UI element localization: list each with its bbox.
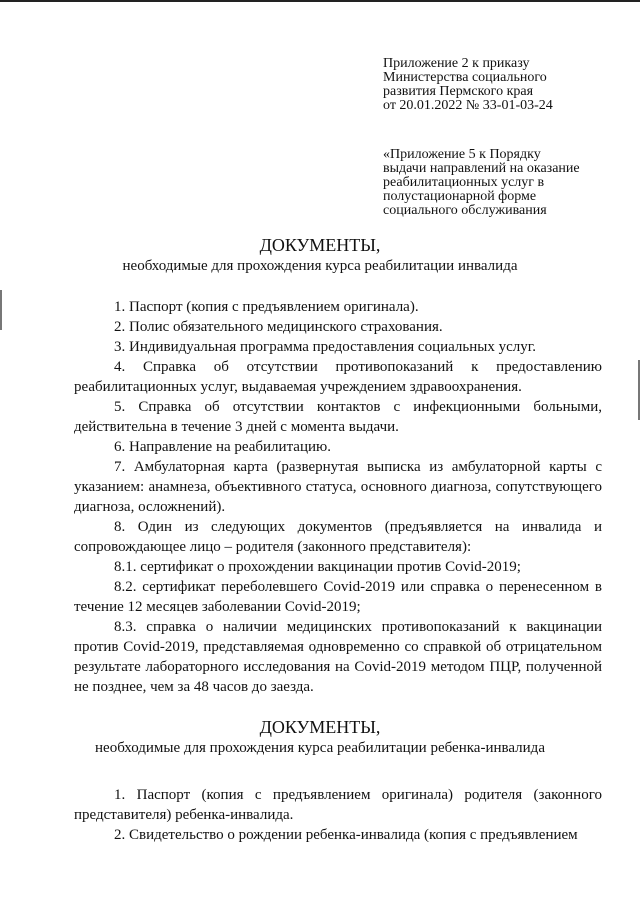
appendix-header: [383, 57, 623, 218]
list-item: 1. Паспорт (копия с предъявлением оригинала) родителя (законного представителя) ребенка-инвалида.: [74, 787, 602, 823]
appendix-line: от 20.01.2022 № 33-01-03-24: [383, 98, 553, 113]
list-item: 3. Индивидуальная программа предоставления социальных услуг.: [114, 339, 536, 355]
list-item: 8.2. сертификат переболевшего Covid-2019 или справка о перенесенном в течение 12 месяцев заболевании Covid-2019;: [74, 579, 602, 615]
appendix-quote-line: реабилитационных услуг в: [383, 175, 545, 190]
appendix-quote-line: «Приложение 5 к Порядку: [383, 147, 541, 162]
scan-edge-left: [0, 290, 2, 330]
list-item: 2. Полис обязательного медицинского страхования.: [114, 319, 443, 335]
list-item: 7. Амбулаторная карта (развернутая выписка из амбулаторной карты с указанием: анамнеза, объективного статуса, основного диагноза, сопутствующего диагноза, осложнений).: [74, 459, 602, 515]
section1-list: [74, 297, 602, 697]
appendix-quote-line: полустационарной форме: [383, 189, 537, 204]
section2-title: ДОКУМЕНТЫ,: [259, 717, 381, 737]
section1-subtitle: необходимые для прохождения курса реабилитации инвалида: [122, 258, 518, 274]
list-item: 8.3. справка о наличии медицинских противопоказаний к вакцинации против Covid-2019, представляемая одновременно со справкой об отрицательном результате лабораторного исследования на Covid-2019 методом ПЦР, полученной не позднее, чем за 48 часов до заезда.: [74, 619, 602, 695]
list-item: 8.1. сертификат о прохождении вакцинации против Covid-2019;: [114, 559, 521, 575]
list-item: 6. Направление на реабилитацию.: [114, 439, 331, 455]
section2-subtitle: необходимые для прохождения курса реабилитации ребенка-инвалида: [95, 740, 545, 756]
appendix-line: Министерства социального: [383, 70, 547, 85]
list-item: 5. Справка об отсутствии контактов с инфекционными больными, действительна в течение 3 дней с момента выдачи.: [74, 399, 602, 435]
list-item: 8. Один из следующих документов (предъявляется на инвалида и сопровождающее лицо – родителя (законного представителя):: [74, 519, 602, 555]
appendix-line: развития Пермского края: [383, 84, 534, 99]
appendix-quote-line: социального обслуживания: [383, 203, 547, 218]
list-item: 4. Справка об отсутствии противопоказаний к предоставлению реабилитационных услуг, выдаваемая учреждением здравоохранения.: [74, 359, 602, 395]
section1-title: ДОКУМЕНТЫ,: [259, 235, 381, 255]
list-item: 1. Паспорт (копия с предъявлением оригинала).: [114, 299, 419, 315]
section2-list: [74, 785, 602, 845]
page-top-border: [0, 0, 640, 2]
appendix-quote-line: выдачи направлений на оказание: [383, 161, 580, 176]
list-item: 2. Свидетельство о рождении ребенка-инвалида (копия с предъявлением: [114, 827, 578, 843]
appendix-line: Приложение 2 к приказу: [383, 56, 530, 71]
